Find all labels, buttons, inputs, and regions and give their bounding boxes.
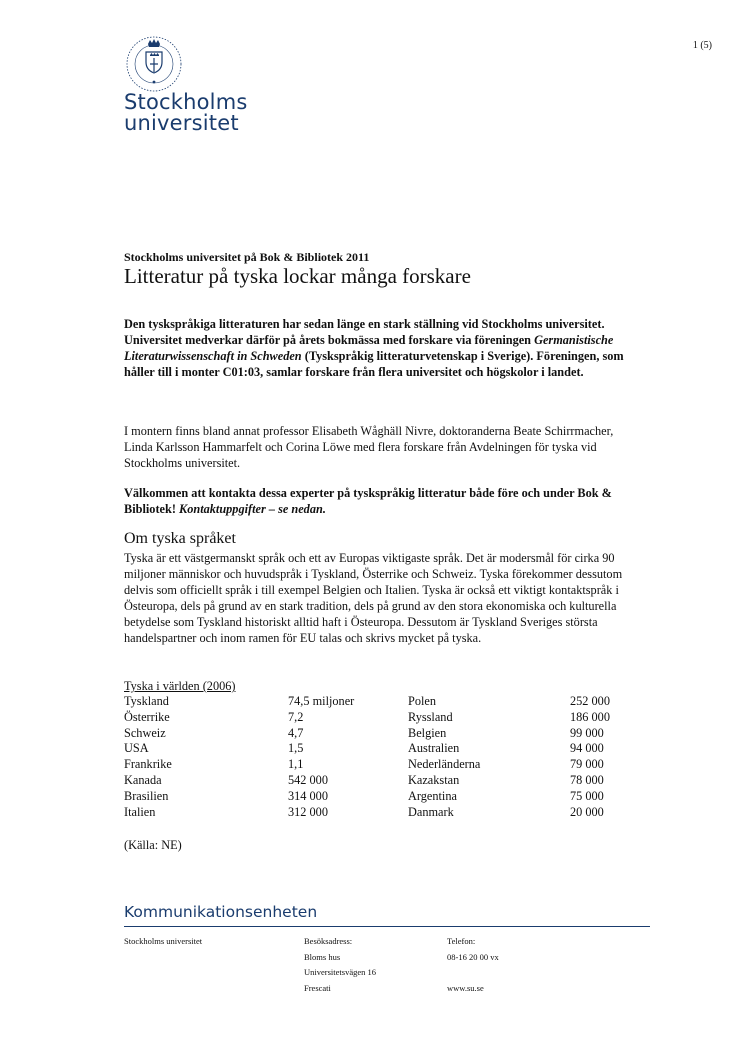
footer-spacer (447, 965, 499, 981)
lead-text-2: (Tyskspråkig litteraturvetenskap i Sverige). Föreningen, som håller till i monter C01:03, samlar forskare från flera universitet och högskolor i landet. (124, 349, 624, 379)
table-cell: Nederländerna (408, 757, 481, 772)
contact-text: Välkommen att kontakta dessa experter på tyskspråkig litteratur både före och under Bok & Bibliotek! (124, 486, 612, 516)
university-seal-logo (124, 34, 188, 98)
table-cell: Brasilien (124, 788, 169, 803)
table-cell: Frankrike (124, 757, 172, 772)
table-cell: Argentina (408, 788, 457, 803)
table-cell: Belgien (408, 725, 447, 740)
table-cell: Kazakstan (408, 772, 460, 787)
table-cell: 314 000 (288, 788, 328, 803)
footer-address-line: Frescati (304, 982, 331, 993)
footer-address (304, 934, 376, 996)
footer-contact (447, 934, 499, 996)
lead-text-1: Den tyskspråkiga litteraturen har sedan länge en stark ställning vid Stockholms universitet. Universitet medverkar därför på årets bokmässa med forskare via föreningen (124, 317, 605, 347)
section-heading: Om tyska språket (124, 530, 236, 547)
university-wordmark (124, 92, 248, 134)
article-kicker: Stockholms universitet på Bok & Bibliotek 2011 (124, 250, 370, 264)
footer-address-label: Besöksadress: (304, 936, 353, 946)
table-right-countries (408, 694, 480, 820)
table-cell: 78 000 (570, 772, 604, 787)
body-paragraph-2: Tyska är ett västgermanskt språk och ett av Europas viktigaste språk. Det är modersmål för cirka 90 miljoner människor och huvudspråk i Tyskland, Österrike och Schweiz. Tyska förekommer dessutom delvis som officiellt språk i till exempel Belgien och Italien. Tyska är också ett viktigt kontaktspråk i Östeuropa, dels på grund av en stark tradition, dels på grund av den stora ekonomiska och kulturella betydelse som Tyskland historiskt alltid haft i Östeuropa. Dessutom är Tyskland Sveriges största handelspartner och inom ramen för EU talas och skrivs mycket på tyska. (124, 551, 623, 645)
table-left-values (288, 694, 354, 820)
table-cell: 1,5 (288, 741, 304, 756)
footer-phone-label: Telefon: (447, 936, 476, 946)
table-cell: Polen (408, 694, 437, 708)
table-cell: 20 000 (570, 804, 604, 819)
table-cell: 7,2 (288, 709, 304, 724)
footer-address-line: Bloms hus (304, 951, 341, 962)
footer-web-link[interactable]: www.su.se (447, 982, 484, 993)
table-cell: 252 000 (570, 694, 610, 708)
table-cell: Italien (124, 804, 156, 819)
footer-phone: 08-16 20 00 vx (447, 951, 499, 962)
page-number: 1 (5) (692, 40, 712, 51)
table-cell: Australien (408, 741, 460, 756)
table-cell: Österrike (124, 709, 170, 724)
table-cell: 1,1 (288, 757, 304, 772)
table-cell: 74,5 miljoner (288, 694, 355, 708)
table-cell: 312 000 (288, 804, 328, 819)
contact-paragraph (124, 485, 624, 517)
body-paragraph-1: I montern finns bland annat professor Elisabeth Wåghäll Nivre, doktoranderna Beate Schirrmacher, Linda Karlsson Hammarfelt och Corina Löwe med flera forskare från Avdelningen för tyska vid Stockholms universitet. (124, 424, 614, 470)
table-cell: 75 000 (570, 788, 604, 803)
table-cell: Kanada (124, 772, 162, 787)
table-source: (Källa: NE) (124, 838, 182, 852)
table-title: Tyska i världen (2006) (124, 679, 236, 693)
table-cell: 94 000 (570, 741, 604, 756)
table-cell: Tyskland (124, 694, 169, 708)
contact-italic: Kontaktuppgifter – se nedan. (179, 502, 326, 516)
table-right-values (570, 694, 610, 820)
table-cell: 542 000 (288, 772, 328, 787)
table-left-countries (124, 694, 172, 820)
table-cell: Schweiz (124, 725, 166, 740)
wordmark-line1: Stockholms (124, 90, 248, 114)
table-cell: 79 000 (570, 757, 604, 772)
footer-divider (124, 926, 650, 927)
article-title: Litteratur på tyska lockar många forskare (124, 264, 471, 288)
table-cell: USA (124, 741, 149, 756)
table-cell: 99 000 (570, 725, 604, 740)
article-lead (124, 316, 634, 380)
table-cell: 186 000 (570, 709, 610, 724)
table-cell: 4,7 (288, 725, 304, 740)
footer-unit-name: Kommunikationsenheten (124, 903, 318, 921)
wordmark-line2: universitet (124, 111, 239, 135)
lead-italic: Germanistische Literaturwissenschaft in Schweden (124, 333, 614, 363)
footer-org (124, 934, 202, 950)
footer-org-name: Stockholms universitet (124, 936, 203, 946)
footer-address-line: Universitetsvägen 16 (304, 967, 376, 977)
table-cell: Ryssland (408, 709, 453, 724)
table-cell: Danmark (408, 804, 454, 819)
